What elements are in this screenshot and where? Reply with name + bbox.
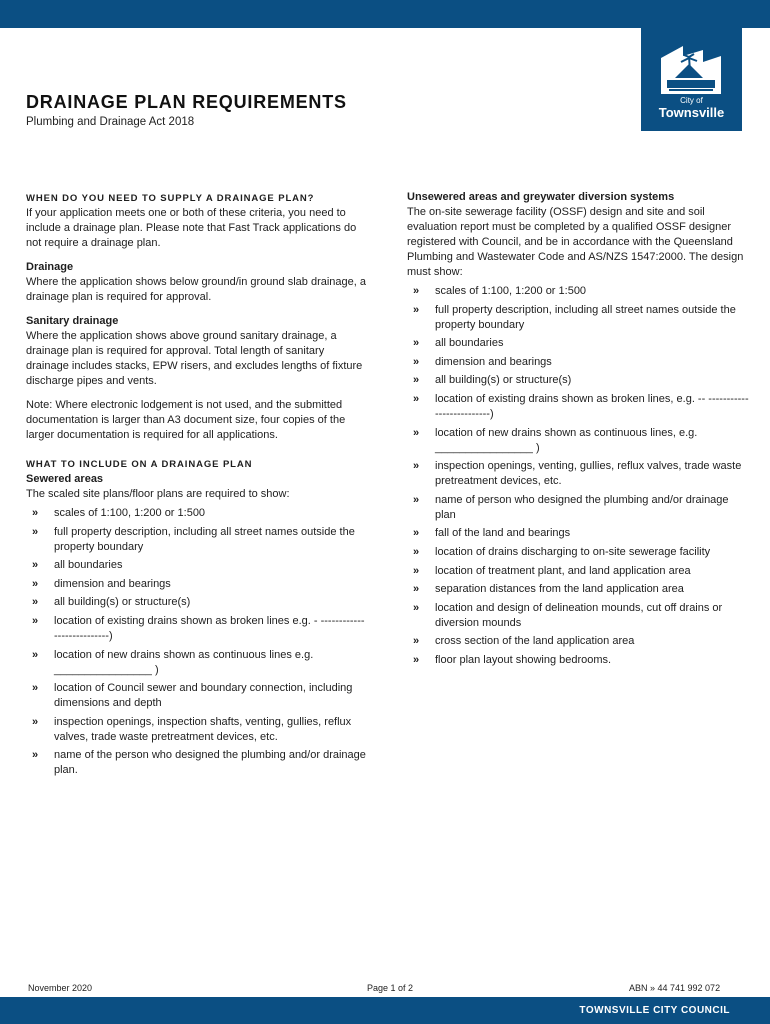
bullet-marker: »: [413, 493, 420, 506]
bullet-marker: »: [413, 635, 420, 648]
list-item-text: location of drains discharging to on-site sewerage facility: [435, 545, 711, 558]
list-item-text: location of existing drains shown as broken lines, e.g. -- --------------------------): [435, 392, 749, 420]
unsewered-requirements-list: [407, 284, 752, 668]
list-item-text: name of person who designed the plumbing and/or drainage plan: [435, 493, 729, 521]
sanitary-drainage-heading: Sanitary drainage: [26, 315, 119, 327]
bullet-marker: »: [413, 355, 420, 368]
left-column: [26, 191, 366, 784]
list-item-text: cross section of the land application area: [435, 635, 635, 648]
list-item-text: location of treatment plant, and land application area: [435, 564, 691, 577]
list-item-text: location of existing drains shown as broken lines e.g. - ---------------------------): [54, 614, 365, 642]
list-item-text: inspection openings, venting, gullies, reflux valves, trade waste pretreatment devices, etc.: [435, 460, 742, 488]
footer-abn: ABN » 44 741 992 072: [629, 983, 721, 993]
sewered-requirements-list: [26, 506, 366, 778]
bullet-marker: »: [413, 653, 420, 666]
bullet-marker: »: [32, 507, 39, 519]
top-brand-bar: [0, 0, 770, 28]
logo-townsville-text: Townsville: [658, 105, 725, 120]
footer-date: November 2020: [28, 983, 93, 993]
bullet-marker: »: [32, 614, 39, 627]
list-item: [26, 577, 366, 592]
list-item: [407, 582, 752, 597]
when-text: If your application meets one or both of these criteria, you need to include a drainage plan. Please note that Fast Track applications do not require a drainage plan.: [26, 207, 357, 249]
bullet-marker: »: [413, 460, 420, 473]
list-item: [26, 595, 366, 610]
list-item: [407, 284, 752, 299]
list-item-text: name of the person who designed the plumbing and/or drainage plan.: [54, 749, 366, 777]
list-item: [407, 355, 752, 370]
bullet-marker: »: [32, 648, 39, 661]
page-title: DRAINAGE PLAN REQUIREMENTS: [26, 92, 347, 112]
bullet-marker: »: [32, 682, 39, 695]
list-item-text: scales of 1:100, 1:200 or 1:500: [435, 285, 587, 297]
logo-city-of-text: City of: [680, 96, 703, 105]
bullet-marker: »: [413, 392, 420, 405]
bullet-marker: »: [413, 527, 420, 540]
bullet-marker: »: [32, 596, 39, 609]
list-item: [407, 336, 752, 351]
list-item: [407, 564, 752, 579]
list-item-text: scales of 1:100, 1:200 or 1:500: [54, 507, 206, 519]
list-item: [407, 303, 752, 333]
right-column: [407, 190, 752, 674]
list-item: [407, 634, 752, 649]
list-item: [407, 493, 752, 523]
list-item-text: location of new drains shown as continuous lines, e.g. ________________ ): [435, 426, 698, 454]
unsewered-areas-text: The on-site sewerage facility (OSSF) design and site and soil evaluation report must be completed by a qualified OSSF designer registered with Council, and be in accordance with the Queensland Plumbing and Wastewater Code and AS/NZS 1547:2000. The design must show:: [407, 206, 744, 278]
list-item-text: all building(s) or structure(s): [435, 374, 572, 387]
list-item: [26, 506, 366, 521]
list-item: [26, 748, 366, 778]
list-item: [26, 681, 366, 711]
list-item-text: dimension and bearings: [54, 577, 171, 590]
drainage-text: Where the application shows below ground/in ground slab drainage, a drainage plan is required for approval.: [26, 276, 366, 303]
bullet-marker: »: [32, 715, 39, 728]
list-item-text: fall of the land and bearings: [435, 527, 571, 540]
sewered-areas-heading: Sewered areas: [26, 473, 104, 485]
page-subtitle: Plumbing and Drainage Act 2018: [26, 116, 195, 128]
list-item-text: dimension and bearings: [435, 355, 552, 368]
list-item: [26, 525, 366, 555]
list-item: [26, 648, 366, 678]
bullet-marker: »: [413, 564, 420, 577]
list-item-text: full property description, including all street names outside the property boundary: [435, 303, 736, 331]
sewered-areas-intro: The scaled site plans/floor plans are required to show:: [26, 488, 290, 500]
list-item-text: inspection openings, inspection shafts, venting, gullies, reflux valves, trade waste pretreatment devices, etc.: [54, 715, 352, 743]
bullet-marker: »: [413, 426, 420, 439]
sanitary-drainage-text: Where the application shows above ground sanitary drainage, a drainage plan is required for approval. Total length of sanitary drainage includes stacks, EPW risers, and excludes lengths of fixture discharge pipes and vents.: [26, 330, 363, 387]
bullet-marker: »: [413, 583, 420, 596]
list-item: [407, 545, 752, 560]
bottom-brand-bar: [0, 997, 770, 1024]
list-item-text: full property description, including all street names outside the property boundary: [54, 525, 355, 553]
bullet-marker: »: [32, 577, 39, 590]
bullet-marker: »: [413, 601, 420, 614]
bullet-marker: »: [413, 285, 420, 297]
list-item: [26, 558, 366, 573]
footer-council-name: TOWNSVILLE CITY COUNCIL: [579, 1005, 730, 1016]
list-item: [407, 459, 752, 489]
drainage-heading: Drainage: [26, 261, 74, 273]
unsewered-areas-heading: Unsewered areas and greywater diversion systems: [407, 191, 675, 203]
list-item-text: all boundaries: [54, 559, 123, 572]
when-heading: WHEN DO YOU NEED TO SUPPLY A DRAINAGE PLAN?: [26, 193, 315, 204]
electronic-lodgement-note: Note: Where electronic lodgement is not used, and the submitted documentation is larger than A3 document size, four copies of the larger documentation is required for all applications.: [26, 399, 346, 441]
bullet-marker: »: [413, 337, 420, 350]
list-item-text: floor plan layout showing bedrooms.: [435, 653, 612, 666]
list-item-text: location of Council sewer and boundary connection, including dimensions and depth: [54, 682, 353, 710]
list-item: [407, 392, 752, 422]
bullet-marker: »: [32, 559, 39, 572]
list-item: [26, 614, 366, 644]
bullet-marker: »: [413, 545, 420, 558]
list-item: [407, 426, 752, 456]
list-item: [407, 373, 752, 388]
townsville-logo-emblem-icon: [659, 44, 723, 96]
list-item-text: all building(s) or structure(s): [54, 596, 191, 609]
list-item: [407, 526, 752, 541]
footer-page-number: Page 1 of 2: [367, 983, 414, 993]
what-to-include-heading: WHAT TO INCLUDE ON A DRAINAGE PLAN: [26, 459, 253, 470]
list-item-text: separation distances from the land application area: [435, 583, 684, 596]
list-item: [407, 601, 752, 631]
bullet-marker: »: [413, 374, 420, 387]
bullet-marker: »: [413, 303, 420, 316]
list-item: [407, 653, 752, 668]
list-item-text: all boundaries: [435, 337, 504, 350]
list-item-text: location and design of delineation mounds, cut off drains or diversion mounds: [435, 601, 723, 629]
townsville-logo: [641, 28, 742, 131]
bullet-marker: »: [32, 749, 39, 762]
bullet-marker: »: [32, 525, 39, 538]
list-item-text: location of new drains shown as continuous lines e.g. ________________ ): [54, 648, 314, 676]
list-item: [26, 715, 366, 745]
